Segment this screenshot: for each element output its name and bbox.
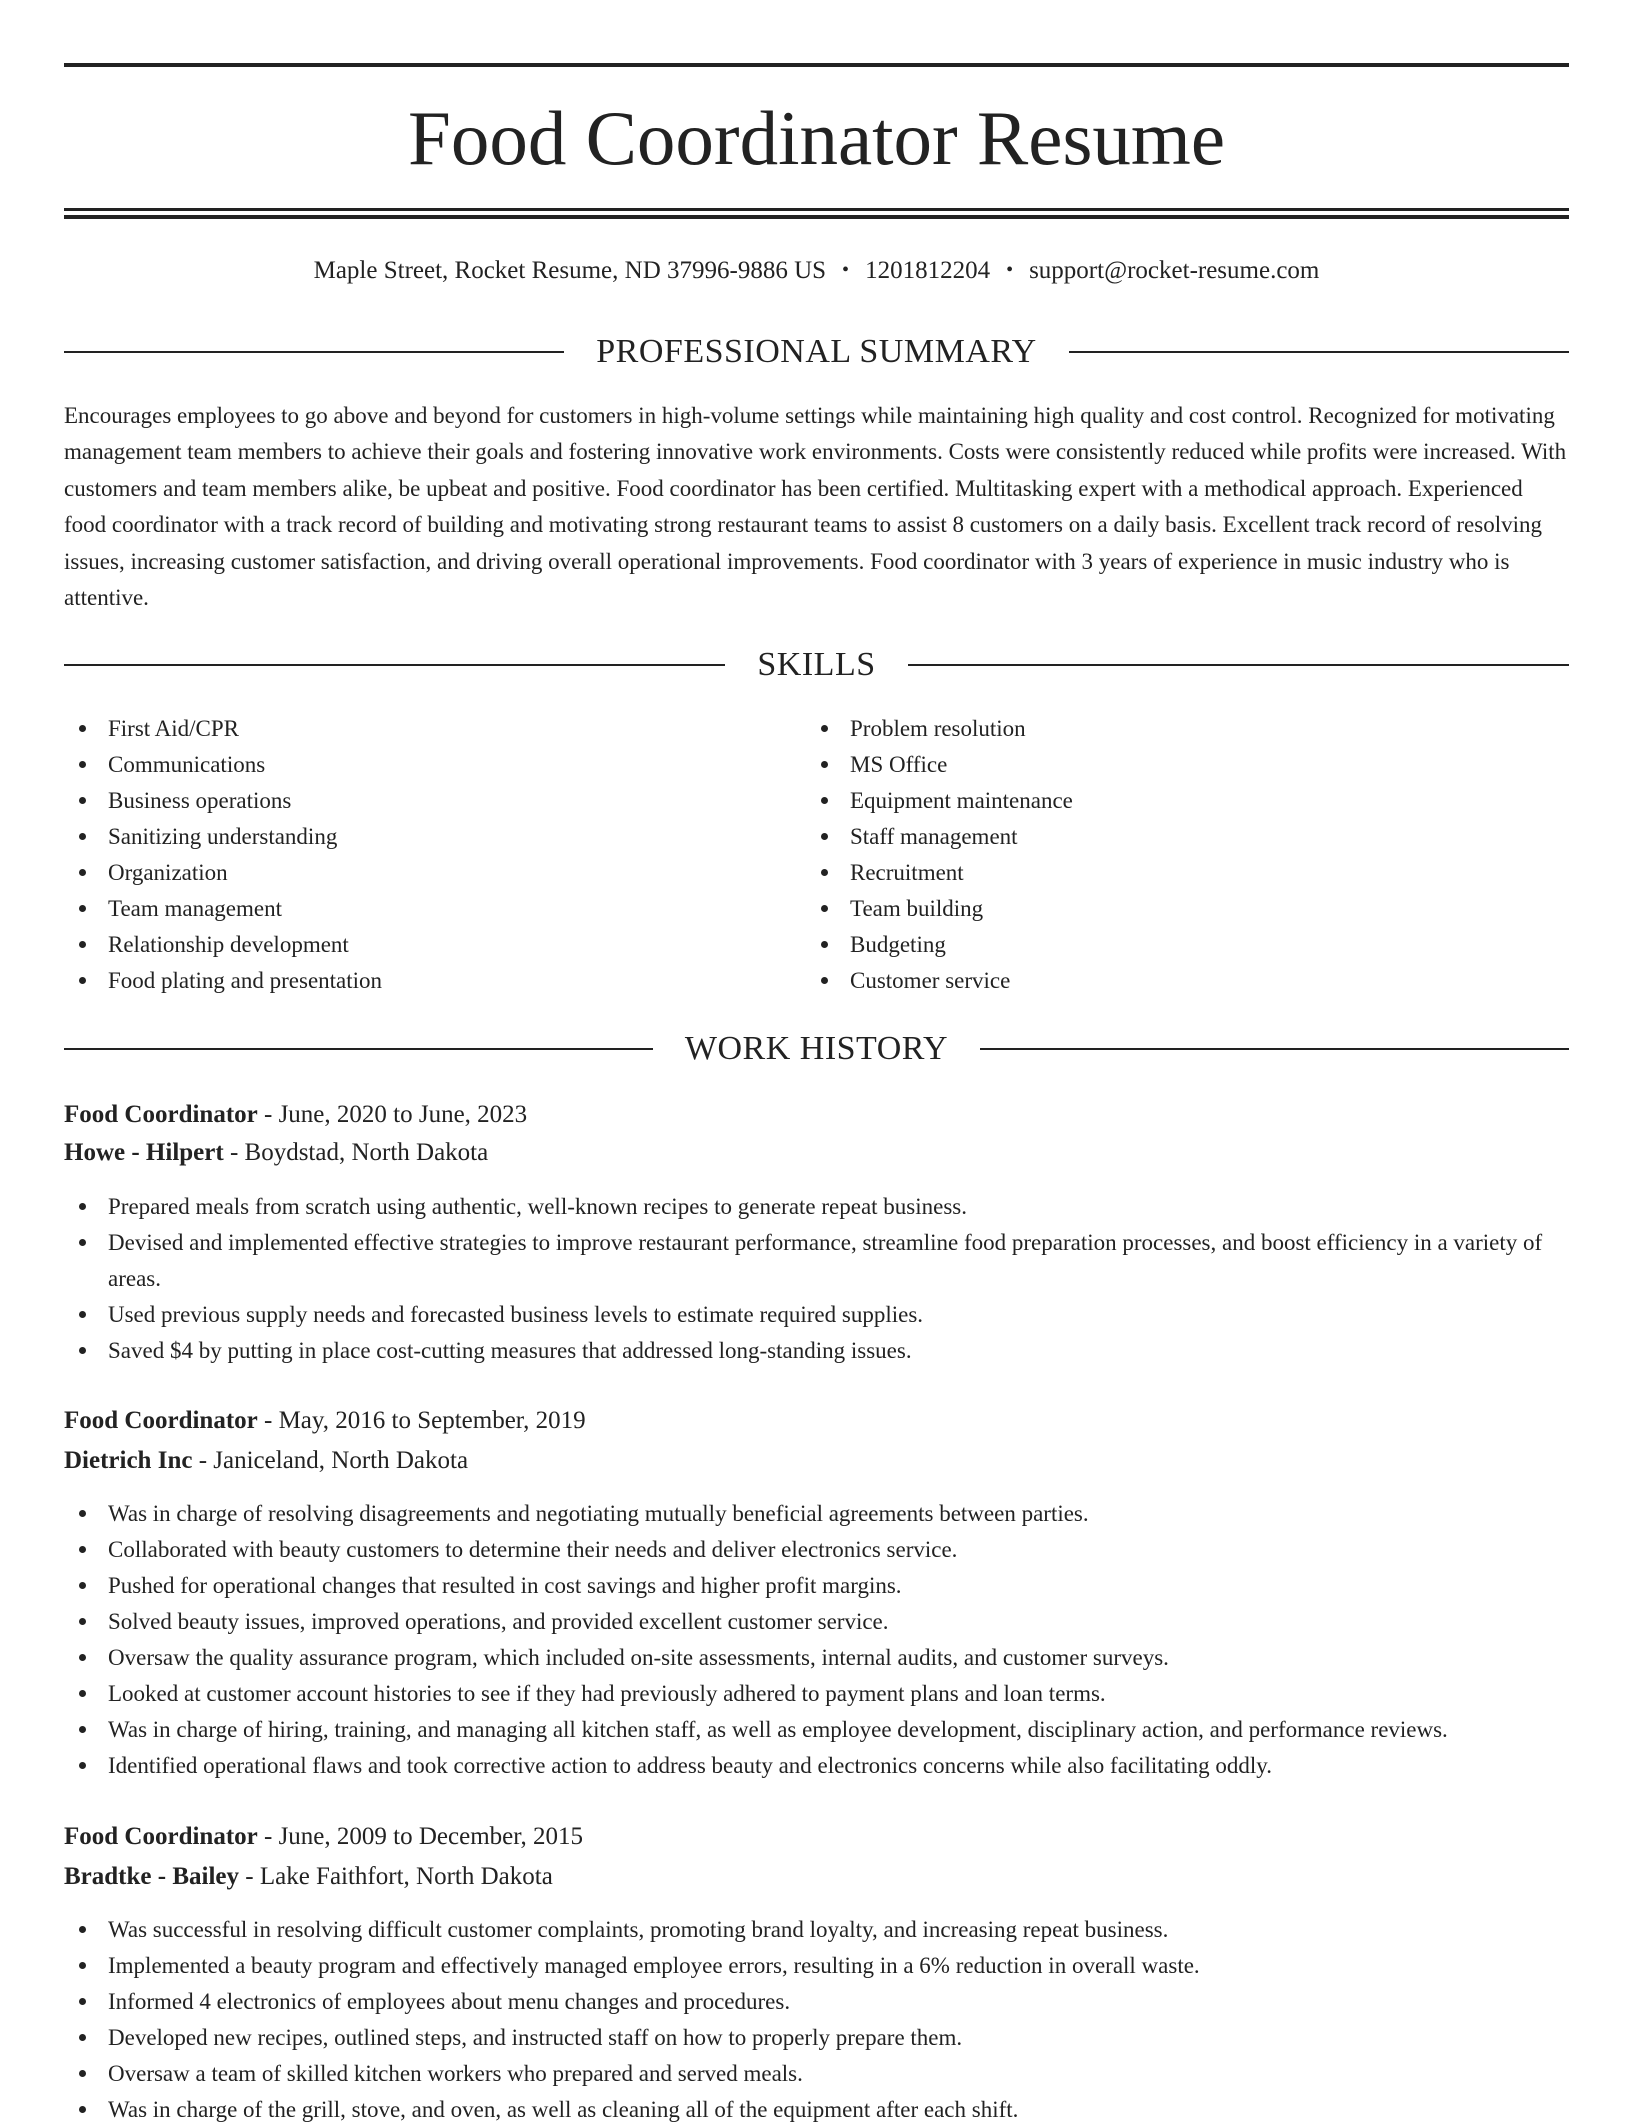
skill-item: MS Office: [806, 747, 1506, 783]
job-duties-list: [64, 1496, 1569, 1784]
skills-list-right: [806, 711, 1506, 999]
skill-item: Relationship development: [64, 927, 764, 963]
skill-item: Food plating and presentation: [64, 963, 764, 999]
divider-line: [908, 664, 1569, 666]
job-dates: - June, 2020 to June, 2023: [257, 1101, 528, 1128]
job-title: Food Coordinator: [64, 1823, 258, 1850]
duty-item: Looked at customer account histories to see if they had previously adhered to payment plans and loan terms.: [64, 1676, 1569, 1712]
duty-item: Was in charge of hiring, training, and managing all kitchen staff, as well as employee development, disciplinary action, and performance reviews.: [64, 1712, 1569, 1748]
section-header-skills: [64, 645, 1569, 685]
contact-email: support@rocket-resume.com: [1029, 257, 1320, 284]
divider-line: [64, 1048, 653, 1050]
resume-title: Food Coordinator Resume: [408, 95, 1225, 181]
duty-item: Devised and implemented effective strategies to improve restaurant performance, streamline food preparation processes, and boost efficiency in a variety of areas.: [64, 1225, 1569, 1297]
skill-item: Staff management: [806, 819, 1506, 855]
divider-line: [980, 1048, 1569, 1050]
title-rule-upper: [64, 208, 1569, 211]
job-title: Food Coordinator: [64, 1407, 258, 1434]
skill-item: Team management: [64, 891, 764, 927]
job-title: Food Coordinator: [64, 1101, 258, 1128]
section-header-work: [64, 1029, 1569, 1069]
job-dates: - June, 2009 to December, 2015: [257, 1823, 584, 1850]
duty-item: Was in charge of resolving disagreements and negotiating mutually beneficial agreements between parties.: [64, 1496, 1569, 1532]
duty-item: Solved beauty issues, improved operations, and provided excellent customer service.: [64, 1604, 1569, 1640]
skill-item: Problem resolution: [806, 711, 1506, 747]
job-title-line: [64, 1098, 1569, 1132]
duty-item: Implemented a beauty program and effectively managed employee errors, resulting in a 6% reduction in overall waste.: [64, 1948, 1569, 1984]
job-duties-list: [64, 1189, 1569, 1369]
duty-item: Pushed for operational changes that resulted in cost savings and higher profit margins.: [64, 1568, 1569, 1604]
skill-item: Sanitizing understanding: [64, 819, 764, 855]
divider-line: [64, 351, 564, 353]
duty-item: Saved $4 by putting in place cost-cutting measures that addressed long-standing issues.: [64, 1333, 1569, 1369]
duty-item: Oversaw a team of skilled kitchen workers who prepared and served meals.: [64, 2056, 1569, 2092]
skill-item: Communications: [64, 747, 764, 783]
skill-item: Business operations: [64, 783, 764, 819]
job-company: Dietrich Inc: [64, 1447, 193, 1474]
divider-line: [1069, 351, 1569, 353]
duty-item: Developed new recipes, outlined steps, and instructed staff on how to properly prepare them.: [64, 2020, 1569, 2056]
job-title-line: [64, 1404, 1569, 1438]
section-title-skills: SKILLS: [757, 646, 876, 683]
job-location: - Janiceland, North Dakota: [192, 1447, 469, 1474]
top-rule: [64, 63, 1569, 67]
contact-separator: •: [1006, 259, 1014, 281]
skill-item: Team building: [806, 891, 1506, 927]
skills-list-left: [64, 711, 764, 999]
job-location: - Boydstad, North Dakota: [223, 1139, 489, 1166]
duty-item: Was successful in resolving difficult customer complaints, promoting brand loyalty, and increasing repeat business.: [64, 1912, 1569, 1948]
job-dates: - May, 2016 to September, 2019: [257, 1407, 586, 1434]
job-title-line: [64, 1820, 1569, 1854]
job-company: Bradtke - Bailey: [64, 1863, 239, 1890]
skill-item: First Aid/CPR: [64, 711, 764, 747]
job-company-line: [64, 1136, 1569, 1170]
section-title-summary: PROFESSIONAL SUMMARY: [596, 333, 1037, 370]
job-company: Howe - Hilpert: [64, 1139, 224, 1166]
summary-text: Encourages employees to go above and beyond for customers in high-volume settings while maintaining high quality and cost control. Recognized for motivating management team members to achieve their goals and fostering innovative work environments. Costs were consistently reduced while profits were increased. With customers and team members alike, be upbeat and positive. Food coordinator has been certified. Multitasking expert with a methodical approach. Experienced food coordinator with a track record of building and motivating strong restaurant teams to assist 8 customers on a daily basis. Excellent track record of resolving issues, increasing customer satisfaction, and driving overall operational improvements. Food coordinator with 3 years of experience in music industry who is attentive.: [64, 403, 1567, 611]
skill-item: Organization: [64, 855, 764, 891]
divider-line: [64, 664, 725, 666]
section-title-work: WORK HISTORY: [684, 1030, 949, 1067]
duty-item: Was in charge of the grill, stove, and oven, as well as cleaning all of the equipment after each shift.: [64, 2092, 1569, 2128]
title-rule-lower: [64, 215, 1569, 219]
duty-item: Collaborated with beauty customers to determine their needs and deliver electronics service.: [64, 1532, 1569, 1568]
skill-item: Equipment maintenance: [806, 783, 1506, 819]
duty-item: Oversaw the quality assurance program, which included on-site assessments, internal audits, and customer surveys.: [64, 1640, 1569, 1676]
duty-item: Identified operational flaws and took corrective action to address beauty and electronics concerns while also facilitating oddly.: [64, 1748, 1569, 1784]
job-duties-list: [64, 1912, 1569, 2128]
contact-address: Maple Street, Rocket Resume, ND 37996-9886 US: [313, 257, 827, 284]
job-company-line: [64, 1444, 1569, 1478]
skill-item: Customer service: [806, 963, 1506, 999]
contact-separator: •: [842, 259, 850, 281]
section-header-summary: [64, 332, 1569, 372]
contact-phone: 1201812204: [865, 257, 991, 284]
job-company-line: [64, 1860, 1569, 1894]
duty-item: Informed 4 electronics of employees about menu changes and procedures.: [64, 1984, 1569, 2020]
skill-item: Budgeting: [806, 927, 1506, 963]
duty-item: Used previous supply needs and forecasted business levels to estimate required supplies.: [64, 1297, 1569, 1333]
contact-line: [64, 254, 1569, 289]
skill-item: Recruitment: [806, 855, 1506, 891]
duty-item: Prepared meals from scratch using authentic, well-known recipes to generate repeat business.: [64, 1189, 1569, 1225]
job-location: - Lake Faithfort, North Dakota: [239, 1863, 553, 1890]
